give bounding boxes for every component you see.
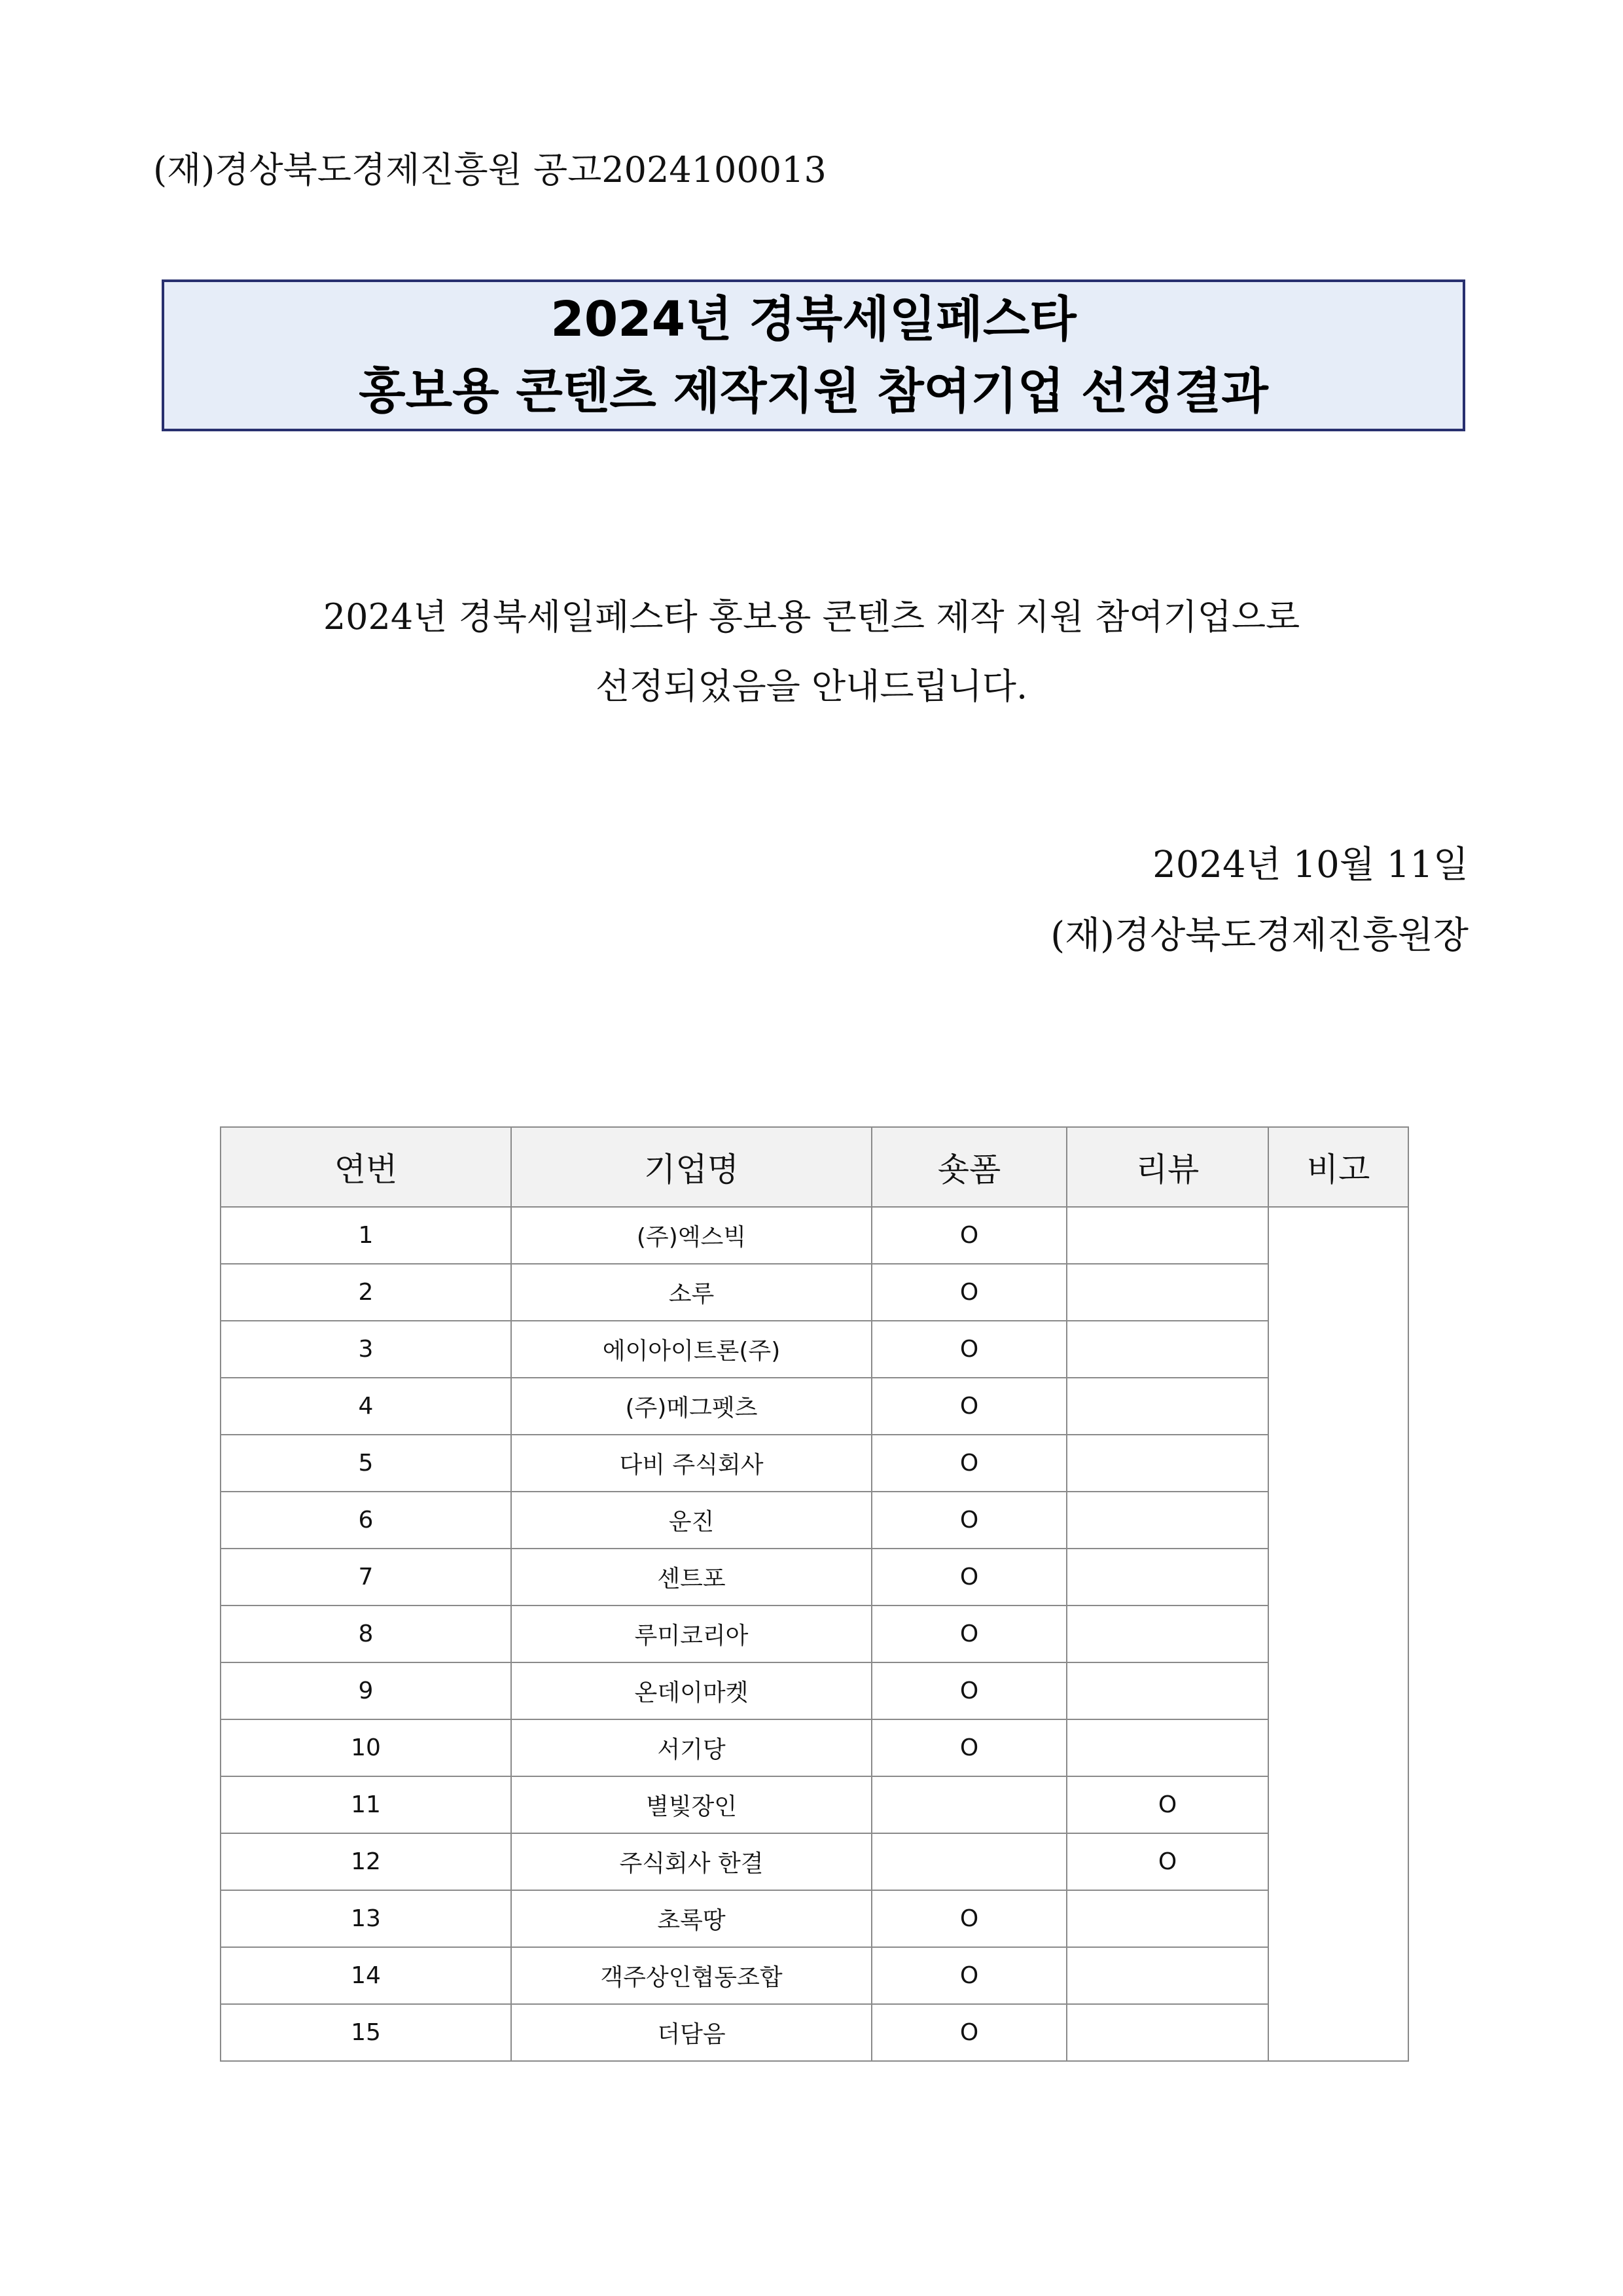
cell-company: 더담음 bbox=[511, 2004, 872, 2061]
cell-shortform bbox=[872, 1776, 1067, 1833]
cell-review bbox=[1067, 1264, 1268, 1321]
cell-company: 별빛장인 bbox=[511, 1776, 872, 1833]
table-row bbox=[221, 1776, 1408, 1833]
cell-shortform: O bbox=[872, 1662, 1067, 1719]
table-row bbox=[221, 2004, 1408, 2061]
header-company: 기업명 bbox=[511, 1127, 872, 1207]
cell-company: 다비 주식회사 bbox=[511, 1435, 872, 1492]
announcement-line-1: 2024년 경북세일페스타 홍보용 콘텐츠 제작 지원 참여기업으로 bbox=[323, 596, 1300, 637]
table-row bbox=[221, 1378, 1408, 1435]
cell-shortform: O bbox=[872, 1378, 1067, 1435]
cell-review bbox=[1067, 1719, 1268, 1776]
cell-number: 3 bbox=[221, 1321, 511, 1378]
cell-review bbox=[1067, 2004, 1268, 2061]
cell-review bbox=[1067, 1492, 1268, 1549]
cell-number: 4 bbox=[221, 1378, 511, 1435]
cell-company: 온데이마켓 bbox=[511, 1662, 872, 1719]
cell-number: 13 bbox=[221, 1890, 511, 1947]
cell-review bbox=[1067, 1947, 1268, 2004]
cell-number: 2 bbox=[221, 1264, 511, 1321]
cell-shortform: O bbox=[872, 1264, 1067, 1321]
cell-company: 루미코리아 bbox=[511, 1605, 872, 1662]
cell-review bbox=[1067, 1207, 1268, 1264]
table-row bbox=[221, 1719, 1408, 1776]
table-header-row bbox=[221, 1127, 1408, 1207]
header-review: 리뷰 bbox=[1067, 1127, 1268, 1207]
cell-review bbox=[1067, 1321, 1268, 1378]
selection-result-table bbox=[220, 1126, 1409, 2062]
table-row bbox=[221, 1833, 1408, 1890]
table-row bbox=[221, 1662, 1408, 1719]
table-row bbox=[221, 1264, 1408, 1321]
header-shortform: 숏폼 bbox=[872, 1127, 1067, 1207]
cell-company: 에이아이트론(주) bbox=[511, 1321, 872, 1378]
cell-shortform: O bbox=[872, 1207, 1067, 1264]
cell-review bbox=[1067, 1435, 1268, 1492]
cell-shortform: O bbox=[872, 1549, 1067, 1605]
cell-shortform: O bbox=[872, 1435, 1067, 1492]
table-row bbox=[221, 1321, 1408, 1378]
cell-review bbox=[1067, 1605, 1268, 1662]
cell-number: 11 bbox=[221, 1776, 511, 1833]
cell-number: 6 bbox=[221, 1492, 511, 1549]
table-row bbox=[221, 1549, 1408, 1605]
issuer-name: (재)경상북도경제진흥원장 bbox=[1050, 914, 1469, 957]
cell-review bbox=[1067, 1890, 1268, 1947]
cell-shortform: O bbox=[872, 1605, 1067, 1662]
cell-shortform: O bbox=[872, 1890, 1067, 1947]
table-row bbox=[221, 1492, 1408, 1549]
cell-company: (주)메그펫츠 bbox=[511, 1378, 872, 1435]
cell-company: 서기당 bbox=[511, 1719, 872, 1776]
cell-review bbox=[1067, 1378, 1268, 1435]
cell-remarks bbox=[1268, 1207, 1408, 2061]
cell-number: 7 bbox=[221, 1549, 511, 1605]
table-body bbox=[221, 1207, 1408, 2061]
table-row bbox=[221, 1947, 1408, 2004]
header-number: 연번 bbox=[221, 1127, 511, 1207]
title-box bbox=[162, 279, 1465, 431]
cell-review bbox=[1067, 1549, 1268, 1605]
cell-number: 15 bbox=[221, 2004, 511, 2061]
title-line-1: 2024년 경북세일페스타 bbox=[550, 291, 1077, 348]
table-row bbox=[221, 1207, 1408, 1264]
cell-company: 소루 bbox=[511, 1264, 872, 1321]
cell-company: 초록땅 bbox=[511, 1890, 872, 1947]
cell-shortform bbox=[872, 1833, 1067, 1890]
cell-company: (주)엑스빅 bbox=[511, 1207, 872, 1264]
cell-review: O bbox=[1067, 1776, 1268, 1833]
title-line-2: 홍보용 콘텐츠 제작지원 참여기업 선정결과 bbox=[359, 363, 1268, 420]
cell-company: 운진 bbox=[511, 1492, 872, 1549]
cell-company: 객주상인협동조합 bbox=[511, 1947, 872, 2004]
announcement-body bbox=[0, 583, 1623, 721]
cell-number: 5 bbox=[221, 1435, 511, 1492]
cell-shortform: O bbox=[872, 1492, 1067, 1549]
cell-review: O bbox=[1067, 1833, 1268, 1890]
announcement-date: 2024년 10월 11일 bbox=[1152, 844, 1469, 886]
cell-number: 12 bbox=[221, 1833, 511, 1890]
cell-shortform: O bbox=[872, 1719, 1067, 1776]
table-row bbox=[221, 1890, 1408, 1947]
announcement-line-2: 선정되었음을 안내드립니다. bbox=[595, 666, 1028, 707]
cell-review bbox=[1067, 1662, 1268, 1719]
cell-shortform: O bbox=[872, 1321, 1067, 1378]
cell-number: 10 bbox=[221, 1719, 511, 1776]
cell-company: 센트포 bbox=[511, 1549, 872, 1605]
cell-company: 주식회사 한결 bbox=[511, 1833, 872, 1890]
cell-number: 9 bbox=[221, 1662, 511, 1719]
header-remarks: 비고 bbox=[1268, 1127, 1408, 1207]
table-row bbox=[221, 1605, 1408, 1662]
notice-number: (재)경상북도경제진흥원 공고2024100013 bbox=[153, 149, 827, 190]
table-row bbox=[221, 1435, 1408, 1492]
cell-number: 14 bbox=[221, 1947, 511, 2004]
cell-number: 8 bbox=[221, 1605, 511, 1662]
cell-number: 1 bbox=[221, 1207, 511, 1264]
cell-shortform: O bbox=[872, 1947, 1067, 2004]
cell-shortform: O bbox=[872, 2004, 1067, 2061]
